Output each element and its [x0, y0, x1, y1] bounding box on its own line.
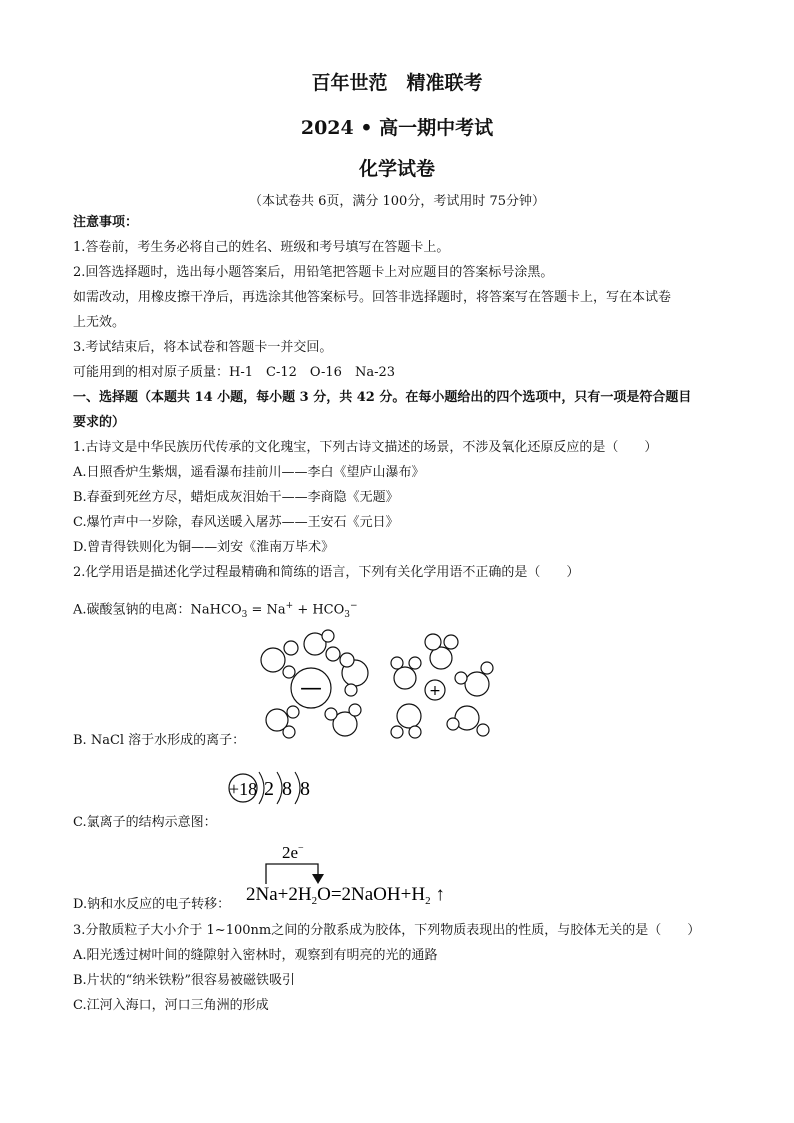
exam-info: （本试卷共 6页，满分 100分，考试用时 75分钟）: [248, 194, 546, 209]
electron-transfer-figure: [240, 838, 490, 908]
electron-count: 2e−: [282, 843, 304, 862]
q1-option-b: B.春蚕到死丝方尽，蜡炬成灰泪始干——李商隐《无题》: [73, 490, 399, 505]
q2-a-sub: 3: [241, 609, 248, 620]
q2-a-plus: +: [285, 601, 294, 611]
q2-a-eq: = Na: [247, 602, 286, 618]
q2-option-b: B. NaCl 溶于水形成的离子：: [73, 733, 246, 748]
shell-1-count: 2: [264, 778, 274, 800]
q2-stem: 2.化学用语是描述化学过程最精确和简练的语言，下列有关化学用语不正确的是（ ）: [73, 565, 580, 580]
section-heading-cont: 要求的）: [73, 415, 126, 430]
chloride-structure-figure: [225, 766, 325, 812]
anion-sign: —: [300, 676, 322, 701]
note-1: 1.答卷前，考生务必将自己的姓名、班级和考号填写在答题卡上。: [73, 240, 450, 255]
note-2: 2.回答选择题时，选出每小题答案后，用铅笔把答题卡上对应题目的答案标号涂黑。: [73, 265, 554, 280]
q2-a-label: A.碳酸氢钠的电离：: [73, 602, 191, 618]
shell-2-count: 8: [282, 778, 292, 800]
q2-a-plus2: + HCO: [293, 602, 345, 618]
q3-option-b: B.片状的“纳米铁粉”很容易被磁铁吸引: [73, 973, 295, 988]
cation-sign: +: [429, 683, 441, 699]
q1-option-c: C.爆竹声中一岁除，春风送暖入屠苏——王安石《元日》: [73, 515, 399, 530]
shell-3-count: 8: [300, 778, 310, 800]
q3-stem: 3.分散质粒子大小介于 1~100nm之间的分散系成为胶体，下列物质表现出的性质，与胶体无关的是（ ）: [73, 923, 701, 938]
note-3: 3.考试结束后，将本试卷和答题卡一并交回。: [73, 340, 333, 355]
note-2-cont: 如需改动，用橡皮擦干净后，再选涂其他答案标号。回答非选择题时，将答案写在答题卡上，写在本试卷: [73, 290, 672, 305]
q3-option-a: A.阳光透过树叶间的缝隙射入密林时，观察到有明亮的光的通路: [73, 948, 438, 963]
q2-a-sub2: 3: [344, 609, 351, 620]
subject-title: 化学试卷: [358, 158, 435, 180]
exam-subtitle: 2024 • 高一期中考试: [300, 117, 494, 139]
q1-stem: 1.古诗文是中华民族历代传承的文化瑰宝，下列古诗文描述的场景，不涉及氧化还原反应的是（ ）: [73, 440, 658, 455]
atomic-masses: 可能用到的相对原子质量：H-1 C-12 O-16 Na-23: [73, 365, 396, 380]
q2-option-d: D.钠和水反应的电子转移：: [73, 897, 231, 912]
note-2-end: 上无效。: [73, 315, 126, 330]
q3-option-c: C.江河入海口，河口三角洲的形成: [73, 998, 269, 1013]
q1-option-a: A.日照香炉生紫烟，遥看瀑布挂前川——李白《望庐山瀑布》: [73, 465, 425, 480]
nucleus-charge: +18: [228, 779, 258, 799]
q1-option-d: D.曾青得铁则化为铜——刘安《淮南万毕术》: [73, 540, 335, 555]
hydrated-ions-figure: [255, 628, 505, 743]
exam-title: 百年世范 精准联考: [311, 72, 483, 94]
reaction-equation: $2Na+2H_2O=2NaOH+H_2$ ↑: [246, 884, 445, 907]
q2-a-minus: −: [350, 601, 358, 611]
q2-option-c: C.氯离子的结构示意图：: [73, 815, 217, 830]
q2-a-formula: NaHCO: [190, 602, 242, 618]
section-heading: 一、选择题（本题共 14 小题，每小题 3 分，共 42 分。在每小题给出的四个选项中，只有一项是符合题目: [73, 390, 692, 405]
notes-heading: 注意事项：: [73, 215, 139, 230]
q2-option-a: [73, 597, 358, 624]
